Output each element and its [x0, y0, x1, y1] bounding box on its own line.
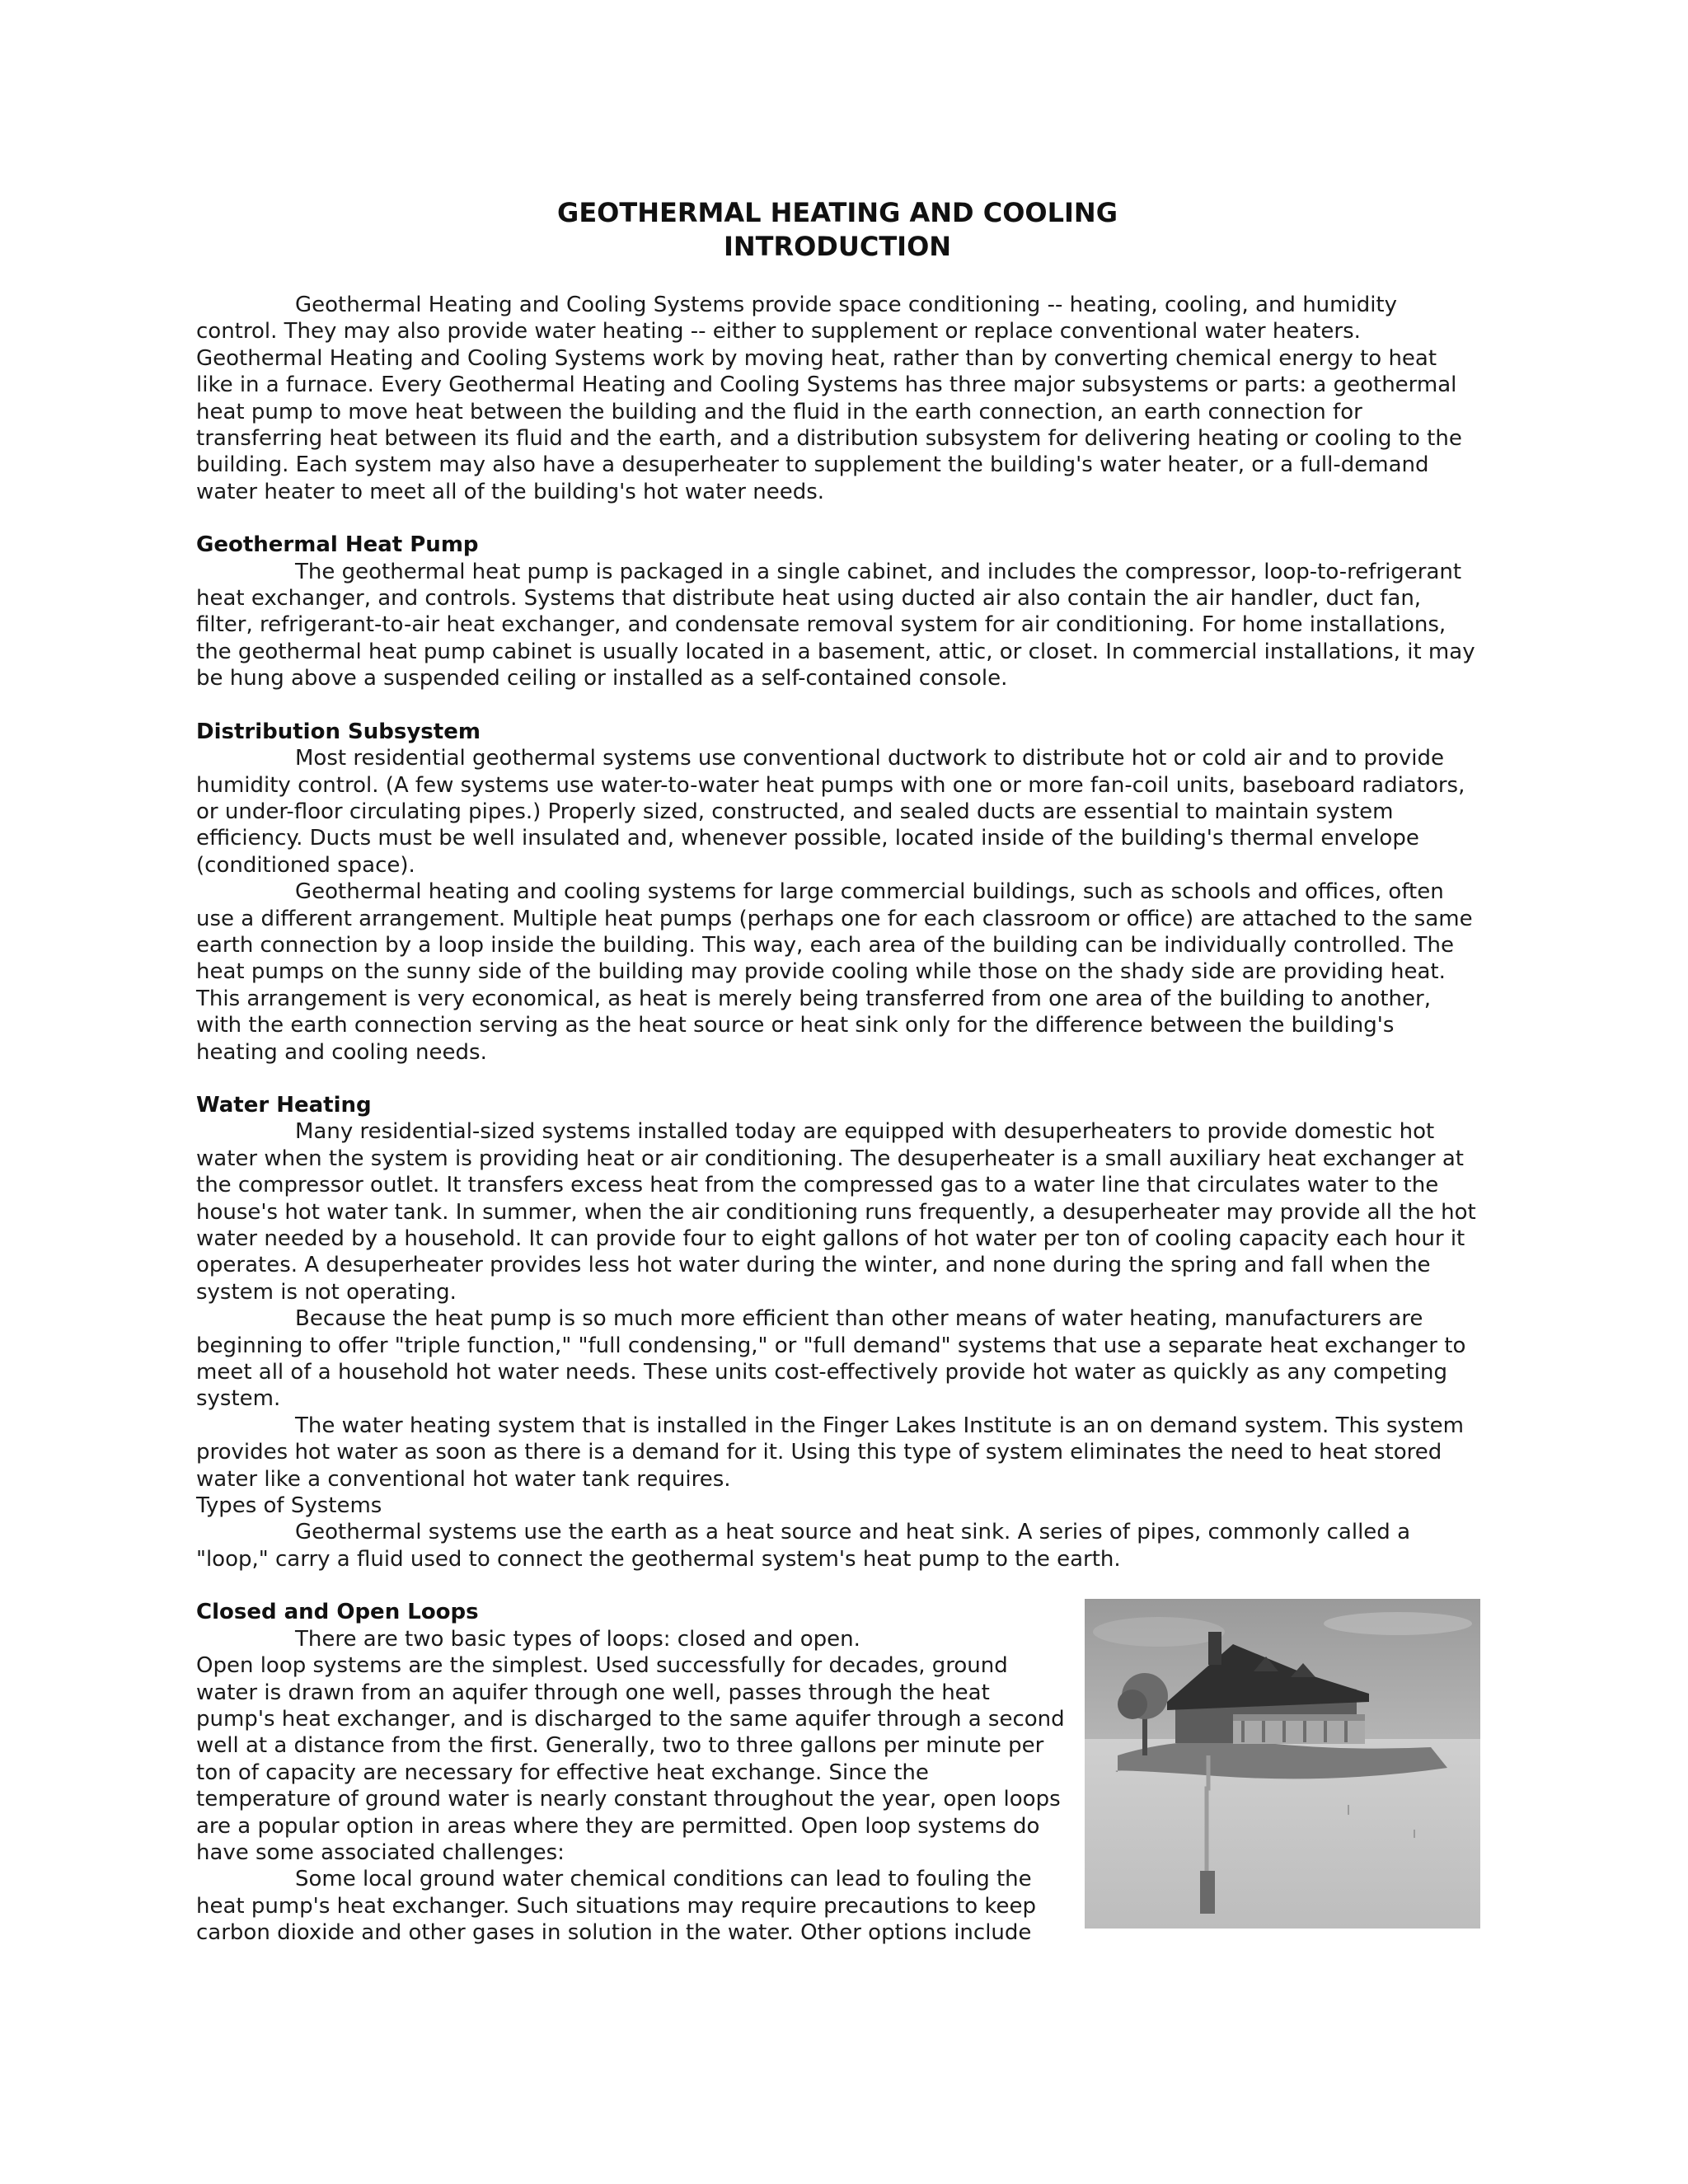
document-page — [196, 196, 1479, 1947]
types-heading: Types of Systems — [196, 1493, 382, 1519]
title-line-1: GEOTHERMAL HEATING AND COOLING — [557, 197, 1118, 228]
water-heating-paragraph-1: Many residential-sized systems installed today are equipped with desuperheaters to provide domestic hot water when the system is providing heat or air conditioning. The desuperheater is a small auxiliary heat exchanger at the compressor outlet. It transfers excess heat from the compressed gas to a water line that circulates water to the house's hot water tank. In summer, when the air conditioning runs frequently, a desuperheater may provide all the hot water needed by a household. It can provide four to eight gallons of hot water per ton of cooling capacity each hour it operates. A desuperheater provides less hot water during the winter, and none during the spring and fall when the system is not operating. — [196, 1119, 1476, 1305]
water-heating-paragraph-3: The water heating system that is installed in the Finger Lakes Institute is an on demand system. This system provides hot water as soon as there is a demand for it. Using this type of system eliminates the need to heat stored water like a conventional hot water tank requires. — [196, 1413, 1464, 1492]
distribution-paragraph-1: Most residential geothermal systems use conventional ductwork to distribute hot or cold air and to provide humidity control. (A few systems use water-to-water heat pumps with one or more fan-coil units, baseboard radiators, or under-floor circulating pipes.) Properly sized, constructed, and sealed ducts are essential to maintain system efficiency. Ducts must be well insulated and, whenever possible, located inside of the building's thermal envelope (conditioned space). — [196, 746, 1465, 878]
heat-pump-heading: Geothermal Heat Pump — [196, 532, 479, 558]
types-paragraph: Geothermal systems use the earth as a heat source and heat sink. A series of pipes, commonly called a "loop," carry a fluid used to connect the geothermal system's heat pump to the earth. — [196, 1520, 1411, 1572]
page-title — [196, 196, 1479, 264]
loops-paragraph-3: Some local ground water chemical conditions can lead to fouling the heat pump's heat exchanger. Such situations may require precautions to keep carbon dioxide and other gases in solution in the water. Other options include — [196, 1867, 1037, 1946]
water-heating-paragraph-2: Because the heat pump is so much more efficient than other means of water heating, manufacturers are beginning to offer "triple function," "full condensing," or "full demand" systems that use a separate heat exchanger to meet all of a household hot water needs. These units cost-effectively provide hot water as quickly as any competing system. — [196, 1306, 1466, 1412]
loops-heading: Closed and Open Loops — [196, 1600, 479, 1625]
distribution-heading: Distribution Subsystem — [196, 719, 481, 744]
intro-paragraph: Geothermal Heating and Cooling Systems provide space conditioning -- heating, cooling, and humidity control. They may also provide water heating -- either to supplement or replace conventional water heaters. Geothermal Heating and Cooling Systems work by moving heat, rather than by converting chemical energy to heat like in a furnace. Every Geothermal Heating and Cooling Systems has three major subsystems or parts: a geothermal heat pump to move heat between the building and the fluid in the earth connection, an earth connection for transferring heat between its fluid and the earth, and a distribution subsystem for delivering heating or cooling to the building. Each system may also have a desuperheater to supplement the building's water heater, or a full-demand water heater to meet all of the building's hot water needs. — [196, 293, 1462, 504]
distribution-paragraph-2: Geothermal heating and cooling systems for large commercial buildings, such as schools and offices, often use a different arrangement. Multiple heat pumps (perhaps one for each classroom or office) are attached to the same earth connection by a loop inside the building. This way, each area of the building can be individually controlled. The heat pumps on the sunny side of the building may provide cooling while those on the shady side are providing heat. This arrangement is very economical, as heat is merely being transferred from one area of the building to another, with the earth connection serving as the heat source or heat sink only for the difference between the building's heating and cooling needs. — [196, 879, 1473, 1065]
house-well-illustration — [1085, 1599, 1480, 1929]
loops-section — [196, 1599, 1479, 1946]
loops-paragraph-1: There are two basic types of loops: closed and open. — [295, 1626, 860, 1652]
water-heating-heading: Water Heating — [196, 1092, 372, 1118]
title-line-2: INTRODUCTION — [723, 231, 952, 262]
loops-paragraph-2: Open loop systems are the simplest. Used successfully for decades, ground water is drawn from an aquifer through one well, passes through the heat pump's heat exchanger, and is discharged to the same aquifer through a second well at a distance from the first. Generally, two to three gallons per minute per ton of capacity are necessary for effective heat exchange. Since the temperature of ground water is nearly constant throughout the year, open loops are a popular option in areas where they are permitted. Open loop systems do have some associated challenges: — [196, 1653, 1065, 1865]
heat-pump-paragraph: The geothermal heat pump is packaged in a single cabinet, and includes the compressor, loop-to-refrigerant heat exchanger, and controls. Systems that distribute heat using ducted air also contain the air handler, duct fan, filter, refrigerant-to-air heat exchanger, and condensate removal system for air conditioning. For home installations, the geothermal heat pump cabinet is usually located in a basement, attic, or closet. In commercial installations, it may be hung above a suspended ceiling or installed as a self-contained console. — [196, 559, 1475, 691]
